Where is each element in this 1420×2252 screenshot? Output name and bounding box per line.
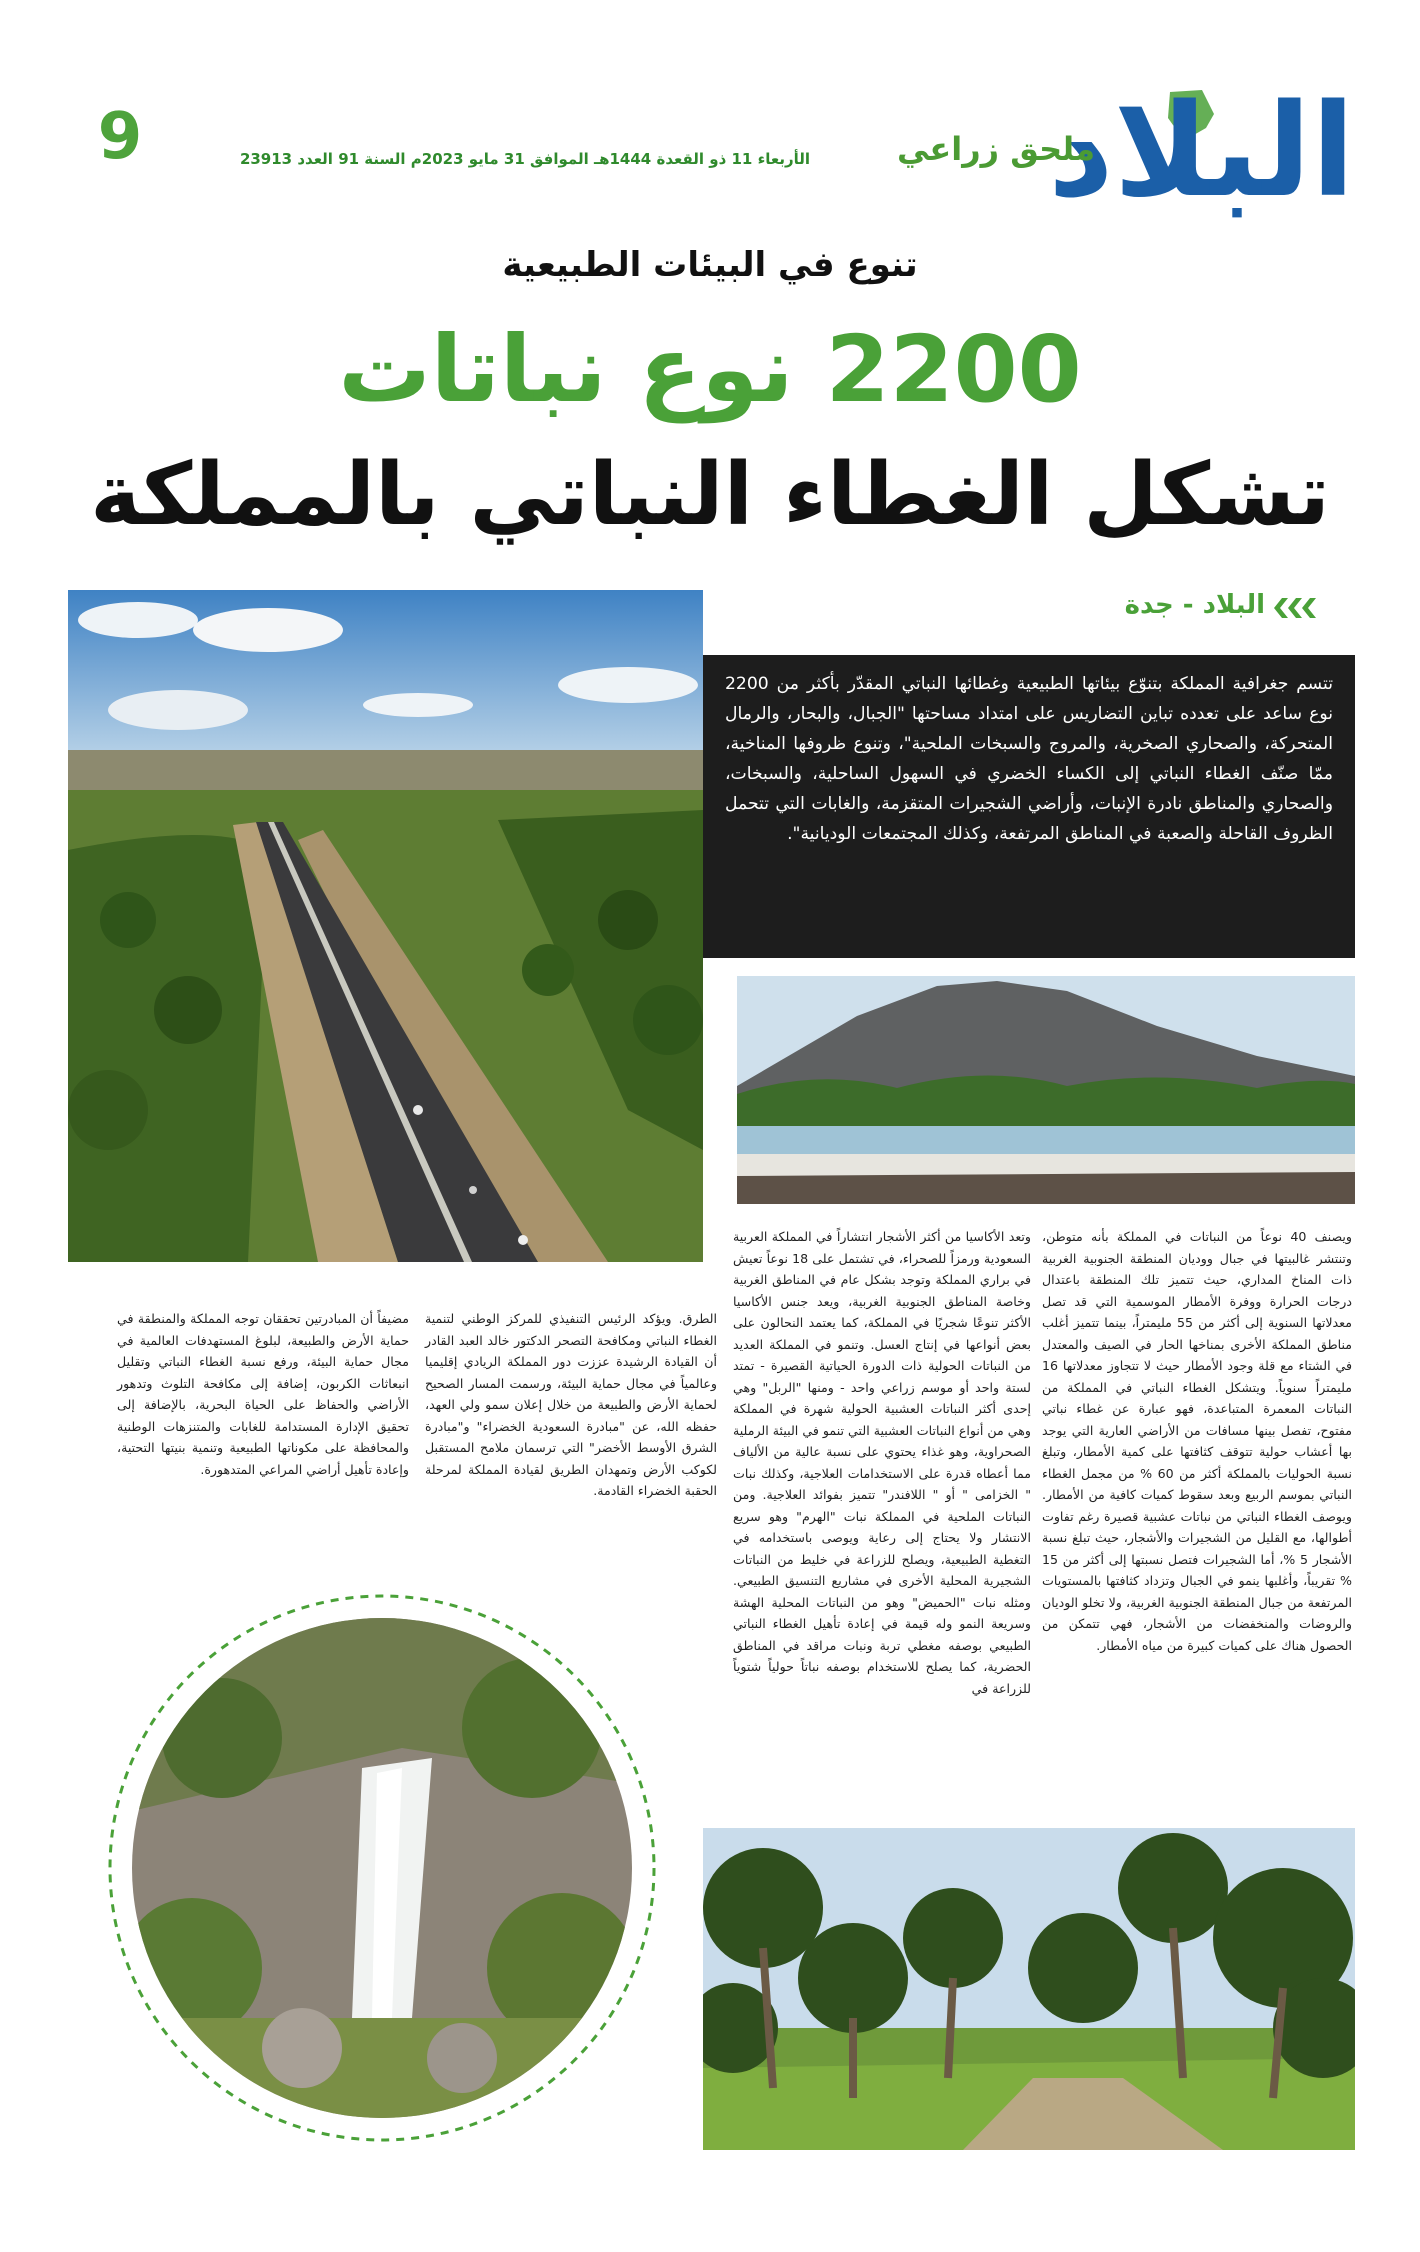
article-column-2: وتعد الأكاسيا من أكثر الأشجار انتشاراً في المملكة العربية السعودية ورمزاً للصحراء، في تشتمل على 18 نوعاً تعيش في براري المملكة وتوجد بشكل عام في المناطق الغربية وخاصة المناطق الجنوبية الغربية، ويعد جنس الأكاسيا الأكثر تنوعًا شجريًا في المملكة، كما يعتمد النحالون على بعض أنواعها في إنتاج العسل. وتنمو في المملكة العديد من النباتات الحولية ذات الدورة الحياتية القصيرة - تمتد لستة واحد أو موسم زراعي واحد - ومنها "الربل" وهي إحدى أكثر النباتات العشبية الحولية شهرة في المملكة وهي من أنواع النباتات العشبية التي تنمو في البيئة الرملية الصحراوية، وهو غذاء يحتوي على نسبة عالية من الألياف مما أعطاه قدرة على الاستخدامات العلاجية، وكذلك نبات " الخزامى " أو " اللافندر" تتميز بفوائد العلاجية. ومن النباتات الملحية في المملكة نبات "الهرم" وهو سريع الانتشار ولا يحتاج إلى رعاية ويوصى باستخدامه في التغطية الطبيعية، ويصلح للزراعة في خليط من النباتات الشجيرية المحلية الأخرى في مشاريع التنسيق الطبيعي. ومثله نبات "الحميض" وهو من النباتات المحلية الهشة وسريعة النمو وله قيمة في إعادة تأهيل الغطاء النباتي الطبيعي بوصفه مغطي تربة ونبات مراقد في المناطق الحضرية، كما يصلح للاستخدام بوصفه نباتاً حولياً شتوياً للزراعة في: [733, 1229, 1031, 1696]
newspaper-logo: [1047, 77, 1355, 226]
article-column-1: ويصنف 40 نوعاً من النباتات في المملكة بأنه متوطن، وتنتشر غالبيتها في جبال ووديان المنطقة الجنوبية الغربية ذات المناخ المداري، حيث تتميز تلك المنطقة باعتدال درجات الحرارة ووفرة الأمطار الموسمية التي قد تصل معدلاتها السنوية إلى أكثر من 55 مليمتراً، بينما تتميز أغلب مناطق المملكة الأخرى بمناخها الحار في الصيف والمعتدل في الشتاء مع قلة وجود الأمطار حيث لا تتجاوز معدلاتها 16 مليمتراً سنوياً. ويتشكل الغطاء النباتي في المملكة من النباتات المعمرة المتباعدة، فهو عبارة عن غطاء نباتي مفتوح، تفصل بينها مسافات من الأراضي العارية التي يوجد بها أعشاب حولية تتوقف كثافتها على كمية الأمطار، وتبلغ نسبة الحوليات بالمملكة أكثر من 60 % من مجمل الغطاء النباتي بموسم الربيع وبعد سقوط كميات كافية من الأمطار. ويوصف الغطاء النباتي من نباتات عشبية قصيرة رغم تفاوت أطوالها، مع القليل من الشجيرات والأشجار، حيث تبلغ نسبة الأشجار 5 %، أما الشجيرات فتصل نسبتها إلى أكثر من 15 % تقريباً، وأغلبها ينمو في الجبال وتزداد كثافتها بالمستويات المرتفعة من جبال المنطقة الجنوبية الغربية، ولا تخلو الوديان والروضات والمنخفضات من الأشجار، فهي تتمكن من الحصول هناك على كميات كبيرة من مياه الأمطار.: [1042, 1229, 1352, 1653]
palm-trees-photo: [703, 1828, 1355, 2150]
byline: البلاد - جدة: [1124, 590, 1265, 620]
waterfall-photo: [102, 1588, 662, 2148]
mountain-photo: [737, 976, 1355, 1204]
main-headline: 2200 نوع نباتات: [338, 316, 1082, 423]
article-column-4: مضيفاً أن المبادرتين تحققان توجه المملكة والمنطقة في حماية الأرض والطبيعة، لبلوغ المستهدفات العالمية في مجال حماية البيئة، ورفع نسبة الغطاء النباتي وتقليل انبعاثات الكربون، إضافة إلى مكافحة التلوث وتدهور الأراضي والحفاظ على الحياة البحرية، بالإضافة إلى تحقيق الإدارة المستدامة للغابات والمتنزهات الوطنية والمحافظة على مكوناتها الطبيعية وتنمية بنيتها التحتية، وإعادة تأهيل أراضي المراعي المتدهورة.: [117, 1311, 409, 1477]
highway-photo: [68, 590, 703, 1262]
kicker-headline: تنوع في البيئات الطبيعية: [502, 245, 918, 285]
intro-box: تتسم جغرافية المملكة بتنوّع بيئاتها الطبيعية وغطائها النباتي المقدّر بأكثر من 2200 نوع ساعد على تعدده تباين التضاريس على امتداد مساحتها "الجبال، والبحار، والرمال المتحركة، والصحاري الصخرية، والمروج والسبخات الملحية"، وتنوع ظروفها المناخية، ممّا صنّف الغطاء النباتي إلى الكساء الخضري في السهول الساحلية، والسبخات، والصحاري والمناطق نادرة الإنبات، وأراضي الشجيرات المتقزمة، والغابات التي تتحمل الظروف القاحلة والصعبة في المناطق المرتفعة، وكذلك المجتمعات الوديانية".: [703, 655, 1355, 958]
logo-wordmark: البلاد: [1047, 77, 1355, 226]
supplement-label: ملحق زراعي: [897, 130, 1095, 168]
page-number: 9: [97, 100, 143, 174]
sub-headline: تشكل الغطاء النباتي بالمملكة: [90, 445, 1330, 545]
dateline: الأربعاء 11 ذو القعدة 1444هـ الموافق 31 مايو 2023م السنة 91 العدد 23913: [239, 150, 811, 168]
chevrons-icon: [1272, 596, 1328, 620]
article-column-3: الطرق. ويؤكد الرئيس التنفيذي للمركز الوطني لتنمية الغطاء النباتي ومكافحة التصحر الدكتور خالد العبد القادر أن القيادة الرشيدة عززت دور المملكة الريادي إقليميا وعالمياً في مجال حماية البيئة، ورسمت المسار الصحيح لحماية الأرض والطبيعة من خلال إعلان سمو ولي العهد، حفظه الله، عن "مبادرة السعودية الخضراء" و"مبادرة الشرق الأوسط الأخضر" التي ترسمان ملامح المستقبل لكوكب الأرض وتمهدان الطريق لقيادة المملكة لمرحلة الحقبة الخضراء القادمة.: [425, 1311, 717, 1498]
